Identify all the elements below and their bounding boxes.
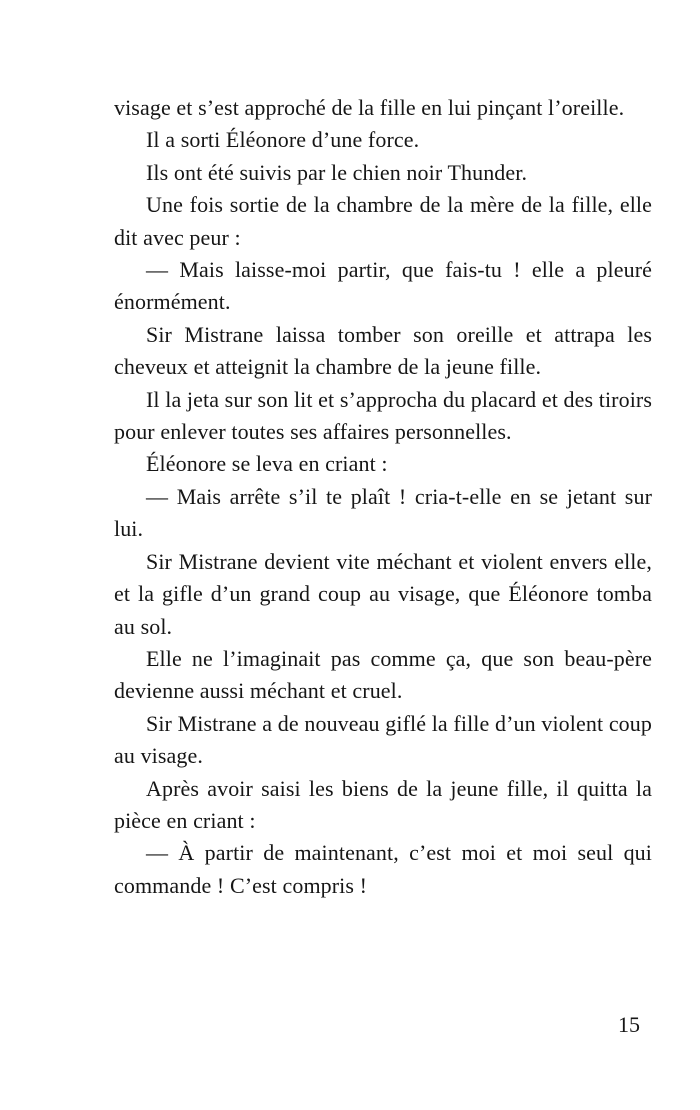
paragraph: Il la jeta sur son lit et s’approcha du placard et des tiroirs pour enlever toutes ses affaires personnelles. xyxy=(114,386,652,445)
page-number: 15 xyxy=(618,1012,640,1037)
page-text xyxy=(114,92,652,902)
dialogue-paragraph: — Mais laisse-moi partir, que fais-tu ! elle a pleuré énormément. xyxy=(114,257,652,315)
paragraph: Sir Mistrane a de nouveau giflé la fille d’un violent coup au visage. xyxy=(114,710,652,769)
paragraph: Il a sorti Éléonore d’une force. xyxy=(146,127,420,153)
paragraph: Une fois sortie de la chambre de la mère de la fille, elle dit avec peur : xyxy=(114,192,652,250)
paragraph: Sir Mistrane devient vite méchant et violent envers elle, et la gifle d’un grand coup au visage, que Éléonore tomba au sol. xyxy=(114,548,652,639)
paragraph: Après avoir saisi les biens de la jeune fille, il quitta la pièce en criant : xyxy=(114,775,652,833)
dialogue-paragraph: — À partir de maintenant, c’est moi et moi seul qui commande ! C’est compris ! xyxy=(114,840,652,898)
paragraph: Ils ont été suivis par le chien noir Thunder. xyxy=(146,159,528,185)
dialogue-paragraph: — Mais arrête s’il te plaît ! cria-t-elle en se jetant sur lui. xyxy=(114,483,652,542)
paragraph: visage et s’est approché de la fille en lui pinçant l’oreille. xyxy=(114,95,625,120)
paragraph: Éléonore se leva en criant : xyxy=(146,451,388,477)
paragraph: Sir Mistrane laissa tomber son oreille et attrapa les cheveux et atteignit la chambre de la jeune fille. xyxy=(114,321,652,380)
paragraph: Elle ne l’imaginait pas comme ça, que son beau-père devienne aussi méchant et cruel. xyxy=(114,645,652,704)
